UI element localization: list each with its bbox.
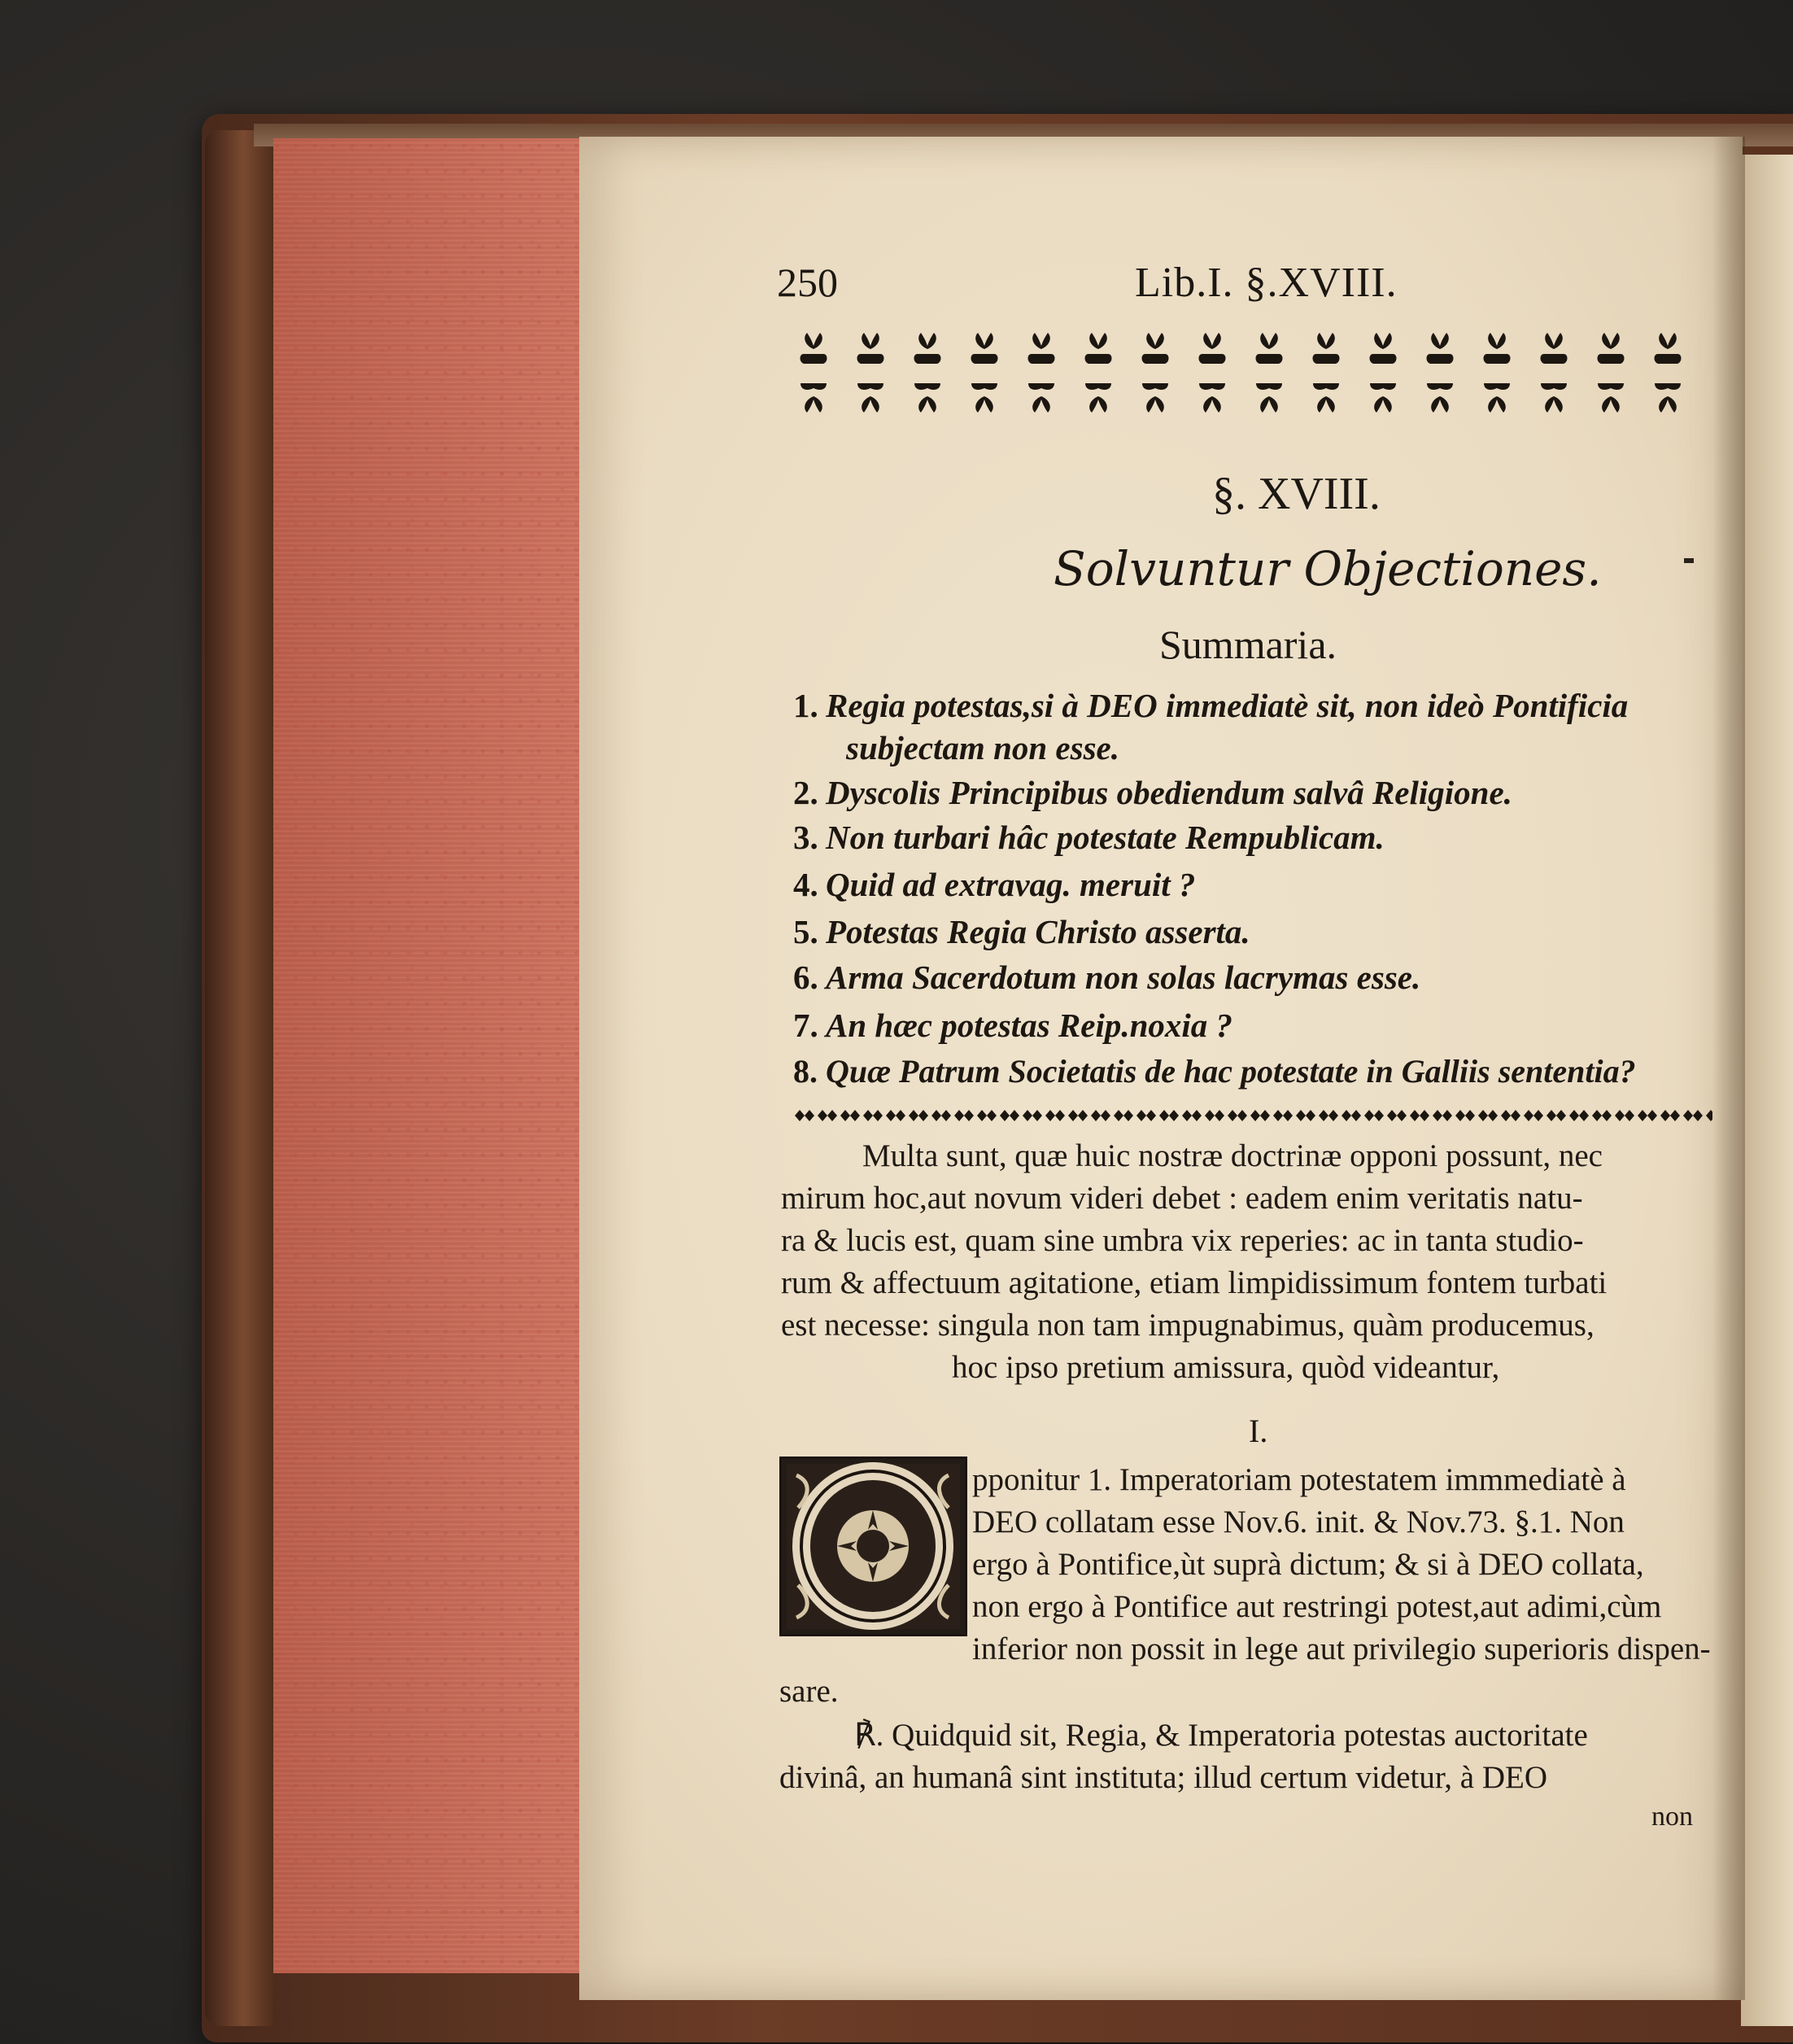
fleuron-row-top-icon bbox=[797, 330, 1717, 367]
fleuron-row-bottom-icon bbox=[797, 378, 1717, 416]
summary-item: 4. Quid ad extravag. meruit ? bbox=[793, 866, 1196, 903]
running-head: Lib.I. §.XVIII. bbox=[1135, 260, 1398, 306]
book-spine bbox=[205, 130, 275, 2026]
summary-item: 5. Potestas Regia Christo asserta. bbox=[793, 913, 1250, 950]
ink-mark bbox=[1684, 558, 1694, 563]
text-line: pponitur 1. Imperatoriam potestatem immmediatè à bbox=[972, 1462, 1626, 1497]
summary-item: 1. Regia potestas,si à DEO immediatè sit, non ideò Pontificia bbox=[793, 687, 1629, 724]
summary-item: 2. Dyscolis Principibus obediendum salvâ Religione. bbox=[793, 774, 1512, 811]
text-line: divinâ, an humanâ sint instituta; illud certum videtur, à DEO bbox=[779, 1760, 1547, 1795]
objection-number: I. bbox=[1249, 1413, 1268, 1449]
text-line: non ergo à Pontifice aut restringi potest,aut adimi,cùm bbox=[972, 1589, 1662, 1624]
page-gutter-shadow bbox=[1712, 137, 1745, 2000]
page-edge-speckle bbox=[273, 138, 579, 1973]
ornamental-rule-icon bbox=[793, 1108, 1712, 1123]
section-title: Solvuntur Objectiones. bbox=[1054, 541, 1602, 596]
summary-item-continued: subjectam non esse. bbox=[846, 729, 1119, 766]
text-line: hoc ipso pretium amissura, quòd videantur, bbox=[952, 1350, 1500, 1385]
facing-page-edge bbox=[1741, 155, 1793, 2026]
text-line: DEO collatam esse Nov.6. init. & Nov.73. §.1. Non bbox=[972, 1505, 1625, 1540]
text-line: ℟. Quidquid sit, Regia, & Imperatoria potestas auctoritate bbox=[854, 1718, 1588, 1753]
summary-item: 7. An hæc potestas Reip.noxia ? bbox=[793, 1007, 1233, 1044]
summary-item: 6. Arma Sacerdotum non solas lacrymas esse. bbox=[793, 959, 1421, 996]
text-line: rum & affectuum agitatione, etiam limpidissimum fontem turbati bbox=[781, 1265, 1608, 1300]
text-line: inferior non possit in lege aut privilegio superioris dispen- bbox=[972, 1631, 1711, 1666]
text-line: ra & lucis est, quam sine umbra vix reperies: ac in tanta studio- bbox=[781, 1223, 1584, 1258]
text-line: mirum hoc,aut novum videri debet : eadem enim veritatis natu- bbox=[781, 1181, 1583, 1216]
catchword: non bbox=[1651, 1802, 1693, 1832]
text-line: Multa sunt, quæ huic nostræ doctrinæ opponi possunt, nec bbox=[862, 1138, 1603, 1173]
summary-heading: Summaria. bbox=[1159, 622, 1337, 667]
section-number: §. XVIII. bbox=[1212, 469, 1381, 519]
decorated-initial-o-icon bbox=[779, 1457, 967, 1636]
summary-item: 8. Quæ Patrum Societatis de hac potestate in Galliis sententia? bbox=[793, 1053, 1636, 1090]
page-number: 250 bbox=[777, 260, 838, 305]
text-line: est necesse: singula non tam impugnabimus, quàm producemus, bbox=[781, 1308, 1595, 1343]
text-line: sare. bbox=[779, 1674, 839, 1709]
summary-item: 3. Non turbari hâc potestate Rempublicam. bbox=[793, 819, 1385, 856]
text-line: ergo à Pontifice,ùt suprà dictum; & si à DEO collata, bbox=[972, 1547, 1644, 1582]
